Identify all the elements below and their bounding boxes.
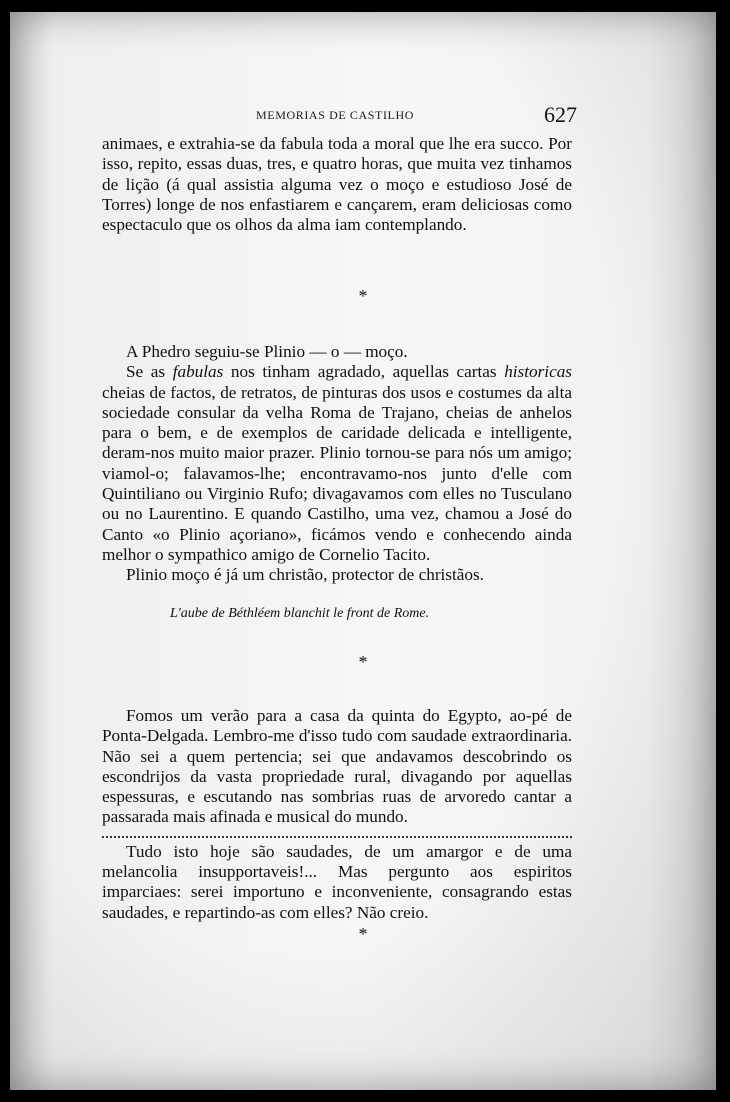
italic-text: historicas (504, 362, 572, 382)
page-number: 627 (544, 102, 577, 127)
paragraph: Fomos um verão para a casa da quinta do Egypto, ao-pé de Ponta-Delgada. Lembro-me d'isso tudo com saudade extraordinaria. Não sei a quem pertencia; sei que andavamos descobrindo os escondrijos da vasta propriedade rural, divagando por aquellas espessuras, e escutando nas sombrias ruas de arvoredo cantar a passarada mais afinada e musical do mundo. (102, 706, 572, 827)
section-separator: * (358, 652, 368, 672)
italic-text: fabulas (172, 362, 224, 382)
paragraph-block-3 (102, 706, 572, 923)
paragraph: animaes, e extrahia-se da fabula toda a moral que lhe era succo. Por isso, repito, essas duas, tres, e quatro horas, que muita vez tinhamos de lição (á qual assistia alguma vez o moço e estudioso José de Torres) longe de nos enfastiarem e cançarem, eram deliciosas como espectaculo que os olhos da alma iam contemplando. (102, 134, 572, 235)
paragraph-block-2 (102, 342, 572, 586)
running-head: MEMORIAS DE CASTILHO (256, 108, 415, 122)
section-separator: * (358, 924, 368, 944)
paragraph: Tudo isto hoje são saudades, de um amargor e de uma melancolia insupportaveis!... Mas pergunto aos espiritos imparciaes: serei importuno e inconveniente, consagrando estas saudades, e repartindo-as com elles? Não creio. (102, 841, 572, 922)
book-page (10, 12, 716, 1090)
text-run: Se as (126, 362, 173, 382)
section-separator: * (358, 286, 368, 306)
paragraph (102, 362, 572, 565)
dotted-divider (102, 836, 572, 838)
text-run: nos tinham agradado, aquellas cartas (223, 362, 505, 382)
epigraph-quote: L'aube de Béthléem blanchit le front de Rome. (170, 606, 430, 621)
paragraph: A Phedro seguiu-se Plinio — o — moço. (126, 342, 408, 361)
paragraph: Plinio moço é já um christão, protector de christãos. (126, 565, 484, 585)
page-header (10, 104, 716, 132)
paragraph-block-1 (102, 134, 572, 235)
text-run: cheias de factos, de retratos, de pinturas dos usos e costumes da alta sociedade consular da velha Roma de Trajano, cheias de anhelos para o bem, e de exemplos de caridade delicada e intelligente, deram-nos muito maior prazer. Plinio tornou-se para nós um amigo; viamol-o; falavamos-lhe; encontravamo-nos junto d'elle com Quintiliano ou Virginio Rufo; divagavamos com elles no Tusculano ou no Laurentino. E quando Castilho, uma vez, chamou a José do Canto «o Plinio açoriano», ficámos vendo e conhecendo ainda melhor o sympathico amigo de Cornelio Tacito. (102, 382, 572, 564)
